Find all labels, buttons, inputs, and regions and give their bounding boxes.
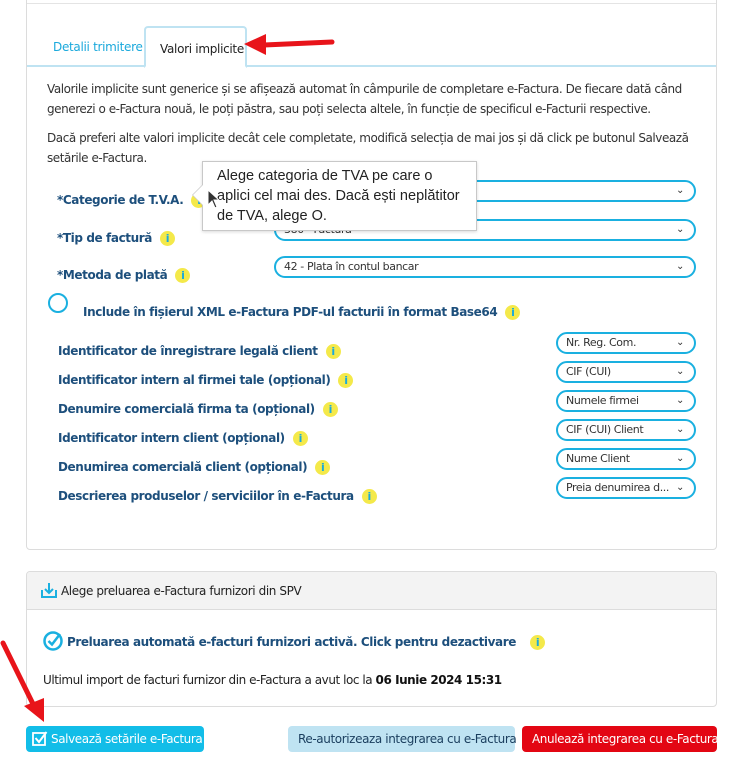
info-icon[interactable]: i [323,402,338,417]
base64-option-label[interactable] [83,305,520,320]
internal-id-client-label [58,431,308,446]
auto-import-toggle[interactable] [43,634,545,651]
internal-id-client-text: Identificator intern client (opțional) [58,431,285,445]
client-trade-name-value: Nume Client [566,452,630,465]
payment-method-value: 42 - Plata în contul bancar [284,260,419,273]
last-import-prefix: Ultimul import de facturi furnizor din e-Factura a avut loc la [43,673,373,687]
tab-bar [27,26,716,67]
supplier-import-title: Alege preluarea e-Factura furnizori din SPV [61,584,302,598]
chevron-down-icon: ⌄ [676,424,684,435]
internal-id-firm-select[interactable] [556,361,696,383]
chevron-down-icon: ⌄ [676,337,684,348]
info-icon[interactable]: i [293,431,308,446]
internal-id-client-select[interactable] [556,419,696,441]
reauthorize-button[interactable]: Re-autorizeaza integrarea cu e-Factura [288,726,515,752]
payment-method-label [57,268,190,283]
chevron-down-icon: ⌄ [676,224,684,235]
check-circle-icon [43,631,63,651]
legal-id-client-select[interactable] [556,332,696,354]
save-settings-label: Salvează setările e-Factura [51,732,203,746]
client-trade-name-text: Denumirea comercială client (opțional) [58,460,308,474]
vat-category-label [57,193,206,208]
client-trade-name-label [58,460,330,475]
invoice-type-label-text: *Tip de factură [57,231,152,245]
chevron-down-icon: ⌄ [676,366,684,377]
firm-trade-name-text: Denumire comercială firma ta (opțional) [58,402,315,416]
panel-top-edge [27,0,716,4]
supplier-import-header [27,572,716,610]
tab-detalii-trimitere[interactable]: Detalii trimitere [53,40,143,54]
info-icon[interactable]: i [315,460,330,475]
info-icon[interactable]: i [338,373,353,388]
legal-id-client-value: Nr. Reg. Com. [566,336,637,349]
client-trade-name-select[interactable] [556,448,696,470]
info-icon[interactable]: i [505,305,520,320]
info-icon[interactable]: i [530,635,545,650]
last-import-info [43,673,502,687]
last-import-datetime: 06 Iunie 2024 15:31 [375,673,502,687]
chevron-down-icon: ⌄ [676,185,684,196]
firm-trade-name-select[interactable] [556,390,696,412]
legal-id-client-text: Identificator de înregistrare legală client [58,344,318,358]
auto-import-status-text: Preluarea automată e-facturi furnizori activă. Click pentru dezactivare [67,635,517,649]
chevron-down-icon: ⌄ [676,395,684,406]
checkbox-checked-icon [32,731,48,746]
invoice-type-label [57,231,175,246]
mouse-cursor-icon [207,189,221,209]
product-description-select[interactable] [556,477,696,499]
product-description-value: Preia denumirea d... [566,481,670,494]
supplier-import-panel [26,571,717,707]
tab-valori-implicite[interactable]: Valori implicite [144,26,247,68]
internal-id-firm-text: Identificator intern al firmei tale (opțional) [58,373,331,387]
chevron-down-icon: ⌄ [676,453,684,464]
vat-category-label-text: *Categorie de T.V.A. [57,193,184,207]
cancel-integration-button[interactable]: Anulează integrarea cu e-Factura [522,726,717,752]
legal-id-client-label [58,344,341,359]
internal-id-firm-label [58,373,353,388]
info-icon[interactable]: i [175,268,190,283]
payment-method-label-text: *Metoda de plată [57,268,168,282]
intro-paragraph-2: Dacă preferi alte valori implicite decât cele completate, modifică selecția de mai jos și dă click pe butonul Salvează setările e-Factura. [47,131,689,165]
firm-trade-name-label [58,402,338,417]
chevron-down-icon: ⌄ [676,482,684,493]
internal-id-client-value: CIF (CUI) Client [566,423,644,436]
download-icon [41,582,57,598]
internal-id-firm-value: CIF (CUI) [566,365,611,378]
base64-radio[interactable] [48,293,68,313]
product-description-text: Descrierea produselor / serviciilor în e-Factura [58,489,354,503]
chevron-down-icon: ⌄ [676,261,684,272]
e-factura-settings-panel [26,0,717,550]
info-icon[interactable]: i [362,489,377,504]
info-icon[interactable]: i [326,344,341,359]
intro-paragraph-1: Valorile implicite sunt generice și se afișează automat în câmpurile de completare e-Factura. De fiecare dată când generezi o e-Factura nouă, le poți păstra, sau poți selecta altele, în funcție de specificul e-Facturii respective. [47,82,682,116]
save-settings-button[interactable] [26,726,204,752]
product-description-label [58,489,377,504]
info-icon[interactable]: i [160,231,175,246]
base64-option-text: Include în fișierul XML e-Factura PDF-ul facturii în format Base64 [83,305,498,319]
vat-category-tooltip: Alege categoria de TVA pe care o aplici cel mai des. Dacă ești neplătitor de TVA, alege O. [202,161,477,231]
firm-trade-name-value: Numele firmei [566,394,639,407]
payment-method-select[interactable] [274,256,696,278]
